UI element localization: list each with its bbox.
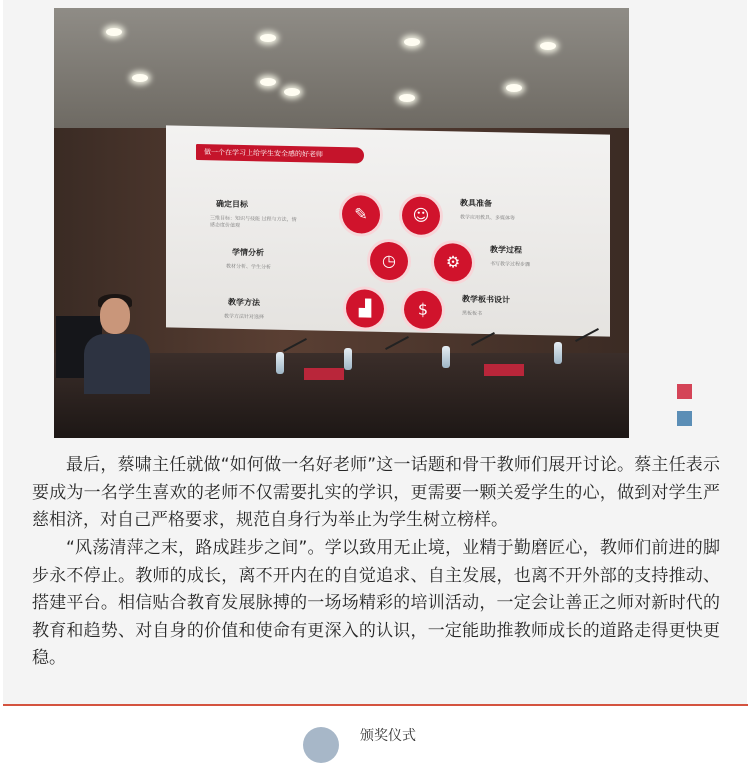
decor-square-blue xyxy=(677,411,692,426)
speaker-head xyxy=(100,298,130,334)
ceiling-lamp xyxy=(506,84,522,92)
ceiling-lamp xyxy=(260,78,276,86)
document-edit-icon: ✎ xyxy=(342,195,380,234)
decor-square-red xyxy=(677,384,692,399)
gear-cycle-icon: ⚙ xyxy=(434,243,472,282)
slide-item-sub: 教学方法针对选择 xyxy=(224,313,265,321)
water-bottle xyxy=(442,346,450,368)
section-divider xyxy=(3,704,748,706)
section-heading: 颁奖仪式 xyxy=(360,728,416,744)
slide-item-label: 教学板书设计 xyxy=(462,294,510,305)
ceiling-lamp xyxy=(106,28,122,36)
ceiling-lamp xyxy=(260,34,276,42)
nameplate xyxy=(484,364,524,376)
dollar-icon: $ xyxy=(404,290,442,329)
people-group-icon: ☺ xyxy=(402,196,440,235)
clock-icon: ◷ xyxy=(370,242,408,281)
slide-item-label: 教学方法 xyxy=(228,297,260,308)
slide-item-sub: 教学应用教具、多媒体等 xyxy=(460,214,516,222)
section-avatar xyxy=(303,727,339,763)
ceiling-lamp xyxy=(399,94,415,102)
slide-item-sub: 三维目标：知识与技能 过程与方法，情感态度价值观 xyxy=(210,215,297,229)
slide-item-label: 教具准备 xyxy=(460,198,492,209)
bar-chart-growth-icon: ▟ xyxy=(346,289,384,328)
ceiling-lamp xyxy=(132,74,148,82)
slide-item-sub: 黑板板书 xyxy=(462,310,483,317)
water-bottle xyxy=(554,342,562,364)
slide-item-label: 教学过程 xyxy=(490,245,522,255)
meeting-photo xyxy=(54,8,629,438)
ceiling-lamp xyxy=(540,42,556,50)
ceiling-lamp xyxy=(404,38,420,46)
slide-item-sub: 教材分析、学生分析 xyxy=(226,263,272,271)
article-paragraph: “风荡清萍之末，路成跬步之间”。学以致用无止境，业精于勤磨匠心，教师们前进的脚步永不停止。教师的成长，离不开内在的自觉追求、自主发展，也离不开外部的支持推动、搭建平台。相信贴合教育发展脉搏的一场场精彩的培训活动，一定会让善正之师对新时代的教育和趋势、对自身的价值和使命有更深入的认识，一定能助推教师成长的道路走得更快更稳。 xyxy=(32,538,720,669)
ceiling xyxy=(54,8,629,128)
projection-screen xyxy=(166,125,610,336)
article-paragraph: 最后，蔡啸主任就做“如何做一名好老师”这一话题和骨干教师们展开讨论。蔡主任表示要成为一名学生喜欢的老师不仅需要扎实的学识，更需要一颗关爱学生的心，做到对学生严慈相济，对自己严格要求，规范自身行为举止为学生树立榜样。 xyxy=(32,455,720,531)
speaker-body xyxy=(84,334,150,394)
slide-item-label: 学情分析 xyxy=(232,247,264,258)
slide-item-label: 确定目标 xyxy=(216,199,248,210)
water-bottle xyxy=(276,352,284,374)
water-bottle xyxy=(344,348,352,370)
ceiling-lamp xyxy=(284,88,300,96)
slide-item-sub: 书写教学过程步骤 xyxy=(490,261,531,268)
nameplate xyxy=(304,368,344,380)
slide-title: 做一个在学习上给学生安全感的好老师 xyxy=(196,144,364,164)
